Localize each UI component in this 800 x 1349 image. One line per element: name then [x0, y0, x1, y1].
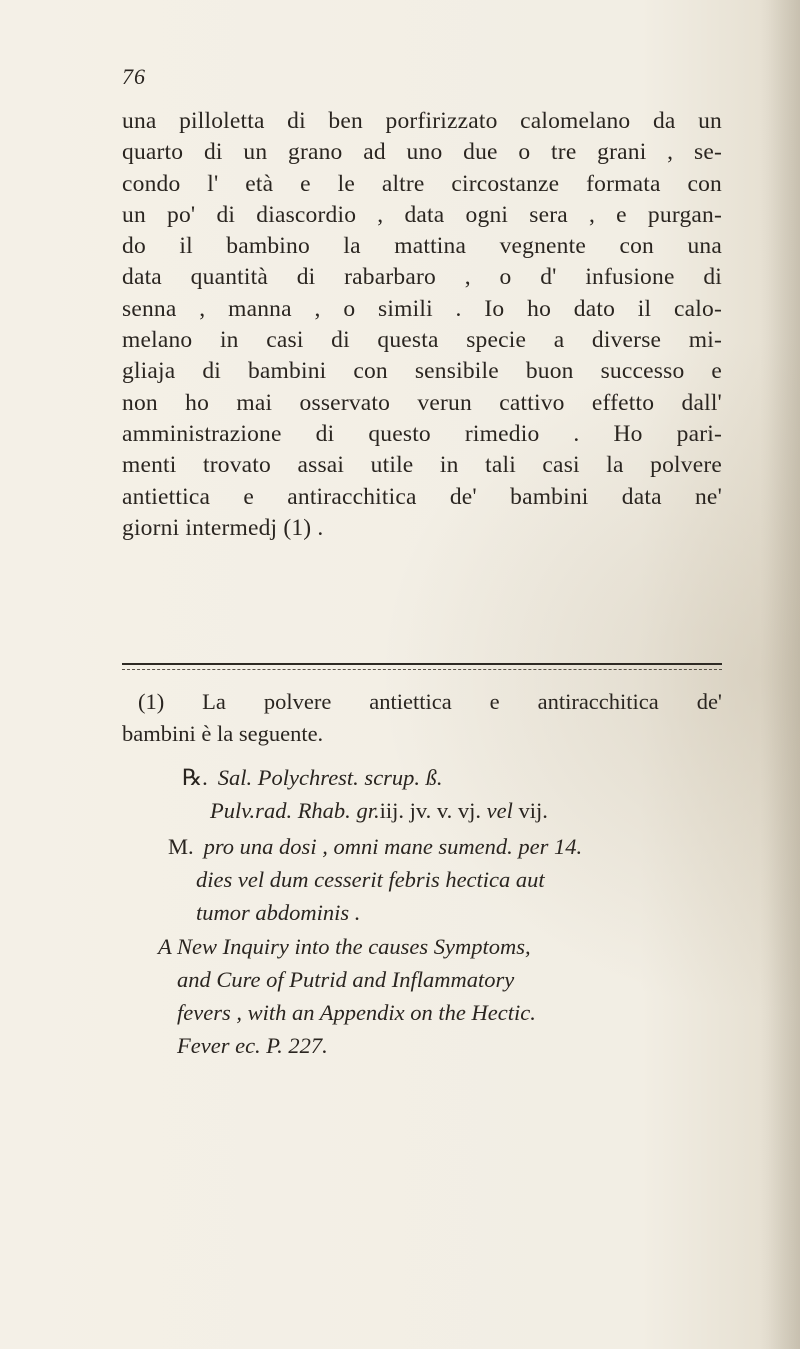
text-line: menti trovato assai utile in tali casi la polvere [122, 452, 722, 479]
page-edge-shadow [760, 0, 800, 1349]
recipe-line-rhubarb [136, 794, 722, 827]
recipe-salt-text: Sal. Polychrest. scrup. ß. [217, 765, 443, 790]
text-line: una pilloletta di ben porfirizzato calomelano da un [122, 108, 722, 134]
recipe-direction-line: dies vel dum cesserit febris hectica aut [196, 867, 545, 892]
reference-line: Fever ec. P. 227. [177, 1033, 328, 1058]
text-line: data quantità di rabarbaro , o d' infusione di [122, 264, 722, 291]
recipe-ingredients [136, 761, 722, 827]
recipe-directions [136, 830, 722, 929]
bibliographic-reference [136, 930, 722, 1062]
recipe-direction-text: pro una dosi , omni mane sumend. per 14. [203, 834, 583, 859]
reference-line: A New Inquiry into the causes Symptoms, [158, 934, 531, 959]
text-line: melano in casi di questa specie a diverse mi- [122, 327, 722, 354]
footnote-line: bambini è la seguente. [122, 721, 324, 746]
text-line: condo l' età e le altre circostanze formata con [122, 170, 722, 197]
recipe-direction-line: tumor abdominis . [196, 900, 361, 925]
main-paragraph [122, 106, 722, 544]
reference-line: and Cure of Putrid and Inflammatory [177, 967, 515, 992]
footnote-line: (1) La polvere antiettica e antiracchitica de' [138, 689, 722, 714]
page-number: 76 [122, 64, 146, 89]
text-line: non ho mai osservato verun cattivo effetto dall' [122, 389, 722, 416]
text-line: amministrazione di questo rimedio . Ho pari- [122, 420, 722, 447]
text-line: giorni intermedj (1) . [122, 514, 324, 541]
text-line: gliaja di bambini con sensibile buon successo e [122, 358, 722, 385]
text-line: un po' di diascordio , data ogni sera , e purgan- [122, 201, 722, 228]
recipe-vel: vel [486, 798, 513, 823]
recipe-grain-abbrev: gr. [356, 798, 380, 823]
recipe-grain-dose-last: vij. [518, 798, 548, 823]
text-line: quarto di un grano ad uno due o tre grani , se- [122, 139, 722, 166]
recipe-symbol: ℞. [182, 765, 208, 790]
text-line: antiettica e antiracchitica de' bambini data ne' [122, 483, 722, 510]
reference-line: fevers , with an Appendix on the Hectic. [177, 1000, 536, 1025]
misce-symbol: M. [168, 834, 194, 859]
footnote-separator-rule [122, 663, 722, 670]
recipe-direction-line [136, 830, 722, 863]
text-line: do il bambino la mattina vegnente con una [122, 233, 722, 260]
recipe-rhubarb-text: Pulv.rad. Rhab. [210, 798, 351, 823]
text-line: senna , manna , o simili . Io ho dato il calo- [122, 295, 722, 322]
recipe-line-salt [136, 761, 722, 794]
footnote [122, 686, 722, 750]
recipe-grain-doses: iij. jv. v. vj. [379, 798, 482, 823]
